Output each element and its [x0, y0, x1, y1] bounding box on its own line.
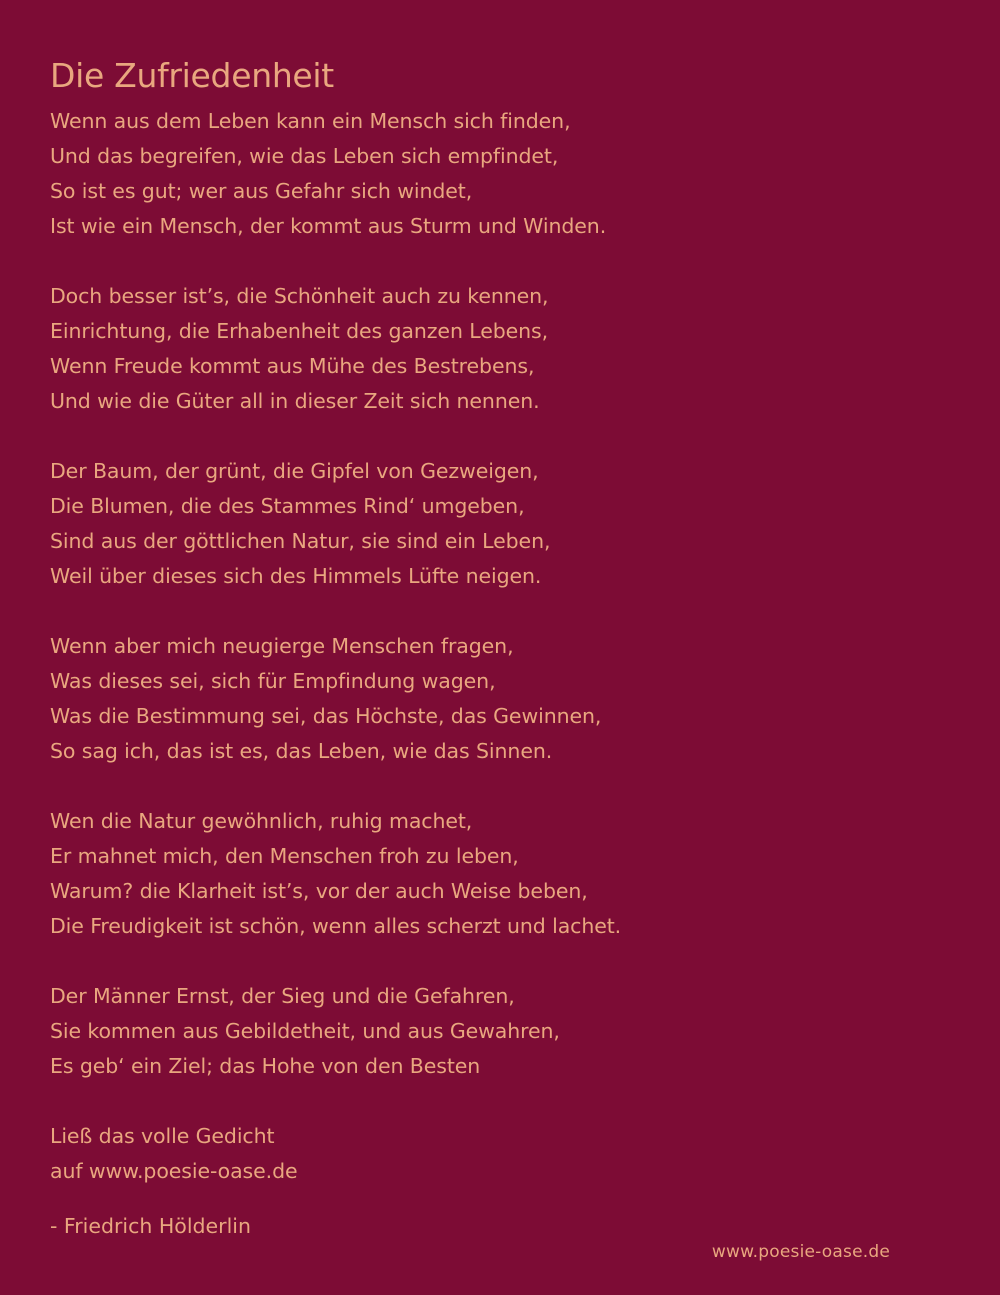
note-line: Ließ das volle Gedicht: [50, 1124, 275, 1148]
site-watermark: www.poesie-oase.de: [711, 1242, 890, 1262]
poem-title: Die Zufriedenheit: [50, 56, 334, 95]
poem-line: Es geb‘ ein Ziel; das Hohe von den Besten: [50, 1054, 481, 1078]
poem-line: So ist es gut; wer aus Gefahr sich windet,: [50, 179, 473, 203]
stanza-4: [50, 629, 950, 769]
poem-line: Der Baum, der grünt, die Gipfel von Gezweigen,: [50, 459, 539, 483]
stanza-2: [50, 279, 950, 419]
stanza-6: [50, 979, 950, 1084]
poem-page: [50, 50, 950, 1244]
poem-line: Die Blumen, die des Stammes Rind‘ umgeben,: [50, 494, 525, 518]
poem-line: Wenn Freude kommt aus Mühe des Bestrebens,: [50, 354, 535, 378]
poem-line: Sie kommen aus Gebildetheit, und aus Gewahren,: [50, 1019, 560, 1043]
poem-author: - Friedrich Hölderlin: [50, 1214, 251, 1238]
poem-line: Wenn aber mich neugierge Menschen fragen,: [50, 634, 514, 658]
poem-line: Und wie die Güter all in dieser Zeit sich nennen.: [50, 389, 540, 413]
poem-line: Weil über dieses sich des Himmels Lüfte neigen.: [50, 564, 542, 588]
poem-line: Der Männer Ernst, der Sieg und die Gefahren,: [50, 984, 515, 1008]
poem-line: Und das begreifen, wie das Leben sich empfindet,: [50, 144, 559, 168]
stanza-1: [50, 104, 950, 244]
stanza-3: [50, 454, 950, 594]
poem-line: Was die Bestimmung sei, das Höchste, das Gewinnen,: [50, 704, 602, 728]
poem-line: Wen die Natur gewöhnlich, ruhig machet,: [50, 809, 473, 833]
poem-line: Sind aus der göttlichen Natur, sie sind ein Leben,: [50, 529, 551, 553]
poem-line: Er mahnet mich, den Menschen froh zu leben,: [50, 844, 519, 868]
poem-line: So sag ich, das ist es, das Leben, wie das Sinnen.: [50, 739, 553, 763]
full-poem-note: [50, 1119, 950, 1189]
poem-line: Was dieses sei, sich für Empfindung wagen,: [50, 669, 496, 693]
stanza-5: [50, 804, 950, 944]
note-line: auf www.poesie-oase.de: [50, 1159, 298, 1183]
poem-line: Ist wie ein Mensch, der kommt aus Sturm und Winden.: [50, 214, 607, 238]
poem-line: Doch besser ist’s, die Schönheit auch zu kennen,: [50, 284, 549, 308]
poem-line: Warum? die Klarheit ist’s, vor der auch Weise beben,: [50, 879, 588, 903]
poem-line: Die Freudigkeit ist schön, wenn alles scherzt und lachet.: [50, 914, 622, 938]
poem-line: Einrichtung, die Erhabenheit des ganzen Lebens,: [50, 319, 549, 343]
poem-line: Wenn aus dem Leben kann ein Mensch sich finden,: [50, 109, 571, 133]
